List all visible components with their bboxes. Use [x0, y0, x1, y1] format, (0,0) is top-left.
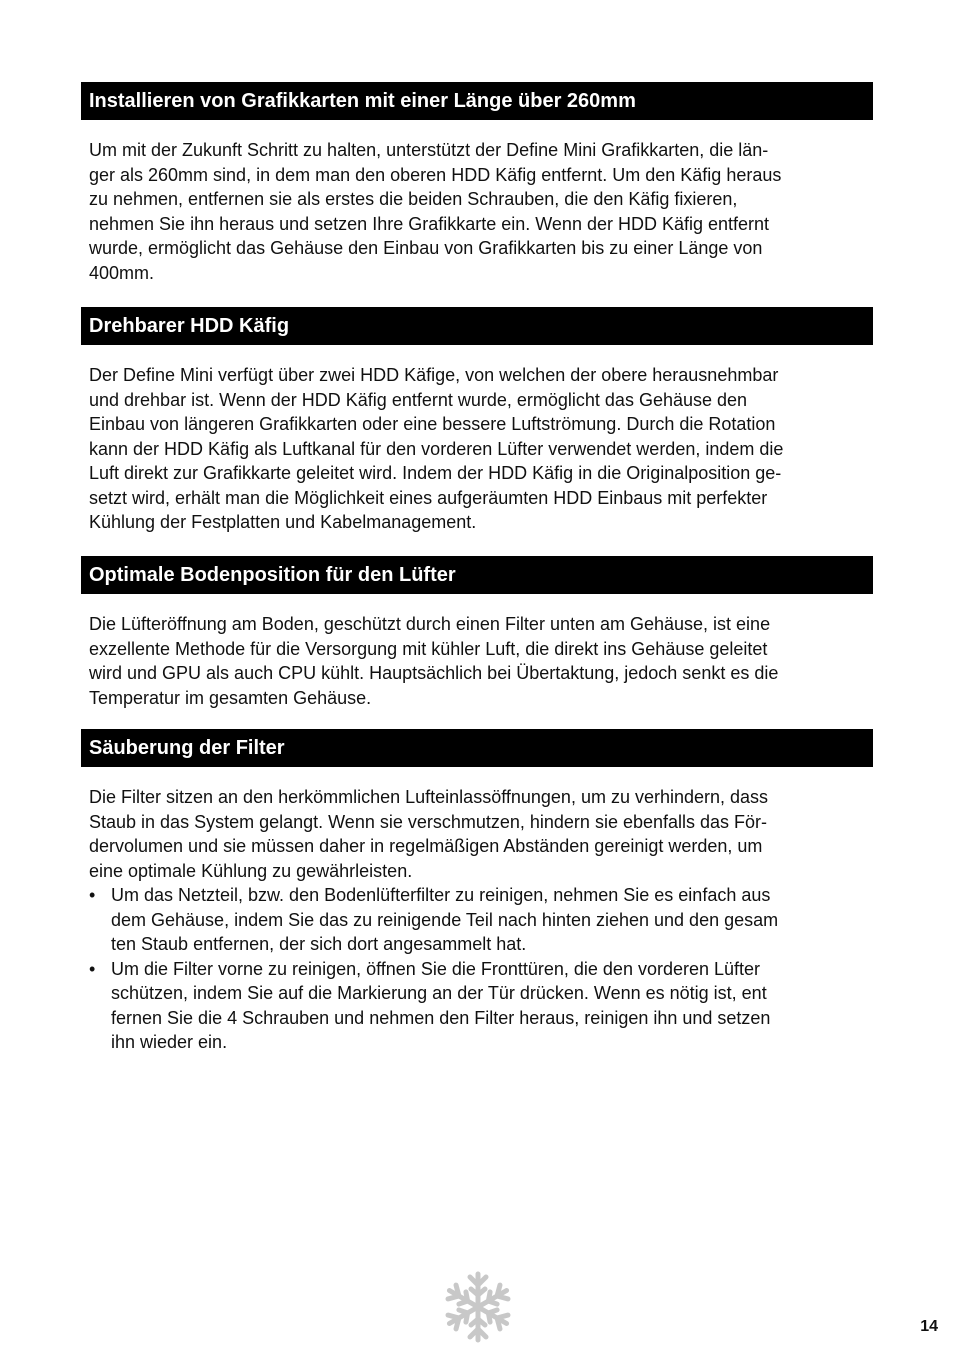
section-paragraph: [81, 363, 881, 535]
text-line: setzt wird, erhält man die Möglichkeit eines aufgeräumten HDD Einbaus mit perfekter: [89, 487, 768, 508]
text-line: zu nehmen, entfernen sie als erstes die beiden Schrauben, die den Käfig fixieren,: [89, 189, 738, 209]
text-line: wird und GPU als auch CPU kühlt. Hauptsächlich bei Übertaktung, jedoch senkt es die: [89, 663, 779, 683]
bullet-mark: •: [89, 885, 96, 905]
section-paragraph: [81, 138, 881, 285]
text-line: und drehbar ist. Wenn der HDD Käfig entfernt wurde, ermöglicht das Gehäuse den: [89, 389, 748, 410]
bullet-mark: •: [89, 958, 96, 979]
text-line: ihn wieder ein.: [111, 1032, 228, 1052]
section-paragraph: [81, 612, 881, 710]
text-line: Staub in das System gelangt. Wenn sie verschmutzen, hindern sie ebenfalls das För-: [89, 811, 768, 832]
text-line: Die Filter sitzen an den herkömmlichen Lufteinlassöffnungen, um zu verhindern, dass: [89, 787, 769, 807]
section-graphics-cards: [81, 82, 873, 285]
section-heading: Säuberung der Filter: [81, 729, 873, 767]
text-line: Um die Filter vorne zu reinigen, öffnen Sie die Fronttüren, die den vorderen Lüfter: [111, 958, 761, 979]
section-paragraph: [81, 785, 881, 1055]
text-line: Um das Netzteil, bzw. den Bodenlüfterfilter zu reinigen, nehmen Sie es einfach aus: [111, 885, 771, 905]
section-heading: Optimale Bodenposition für den Lüfter: [81, 556, 873, 594]
text-line: dervolumen und sie müssen daher in regelmäßigen Abständen gereinigt werden, um: [89, 836, 763, 856]
section-heading: Drehbarer HDD Käfig: [81, 307, 873, 345]
text-line: ger als 260mm sind, in dem man den oberen HDD Käfig entfernt. Um den Käfig heraus: [89, 164, 782, 185]
page-number: 14: [920, 1318, 938, 1335]
text-line: ten Staub entfernen, der sich dort angesammelt hat.: [111, 934, 527, 954]
section-rotating-hdd-cage: [81, 307, 873, 535]
text-line: schützen, indem Sie auf die Markierung an der Tür drücken. Wenn es nötig ist, ent: [111, 983, 767, 1003]
text-line: wurde, ermöglicht das Gehäuse den Einbau von Grafikkarten bis zu einer Länge von: [89, 238, 763, 258]
section-bottom-fan-position: [81, 556, 873, 710]
text-line: Die Lüfteröffnung am Boden, geschützt durch einen Filter unten am Gehäuse, ist eine: [89, 614, 771, 634]
text-line: kann der HDD Käfig als Luftkanal für den vorderen Lüfter verwendet werden, indem die: [89, 438, 784, 459]
text-line: 400mm.: [89, 262, 155, 283]
text-line: nehmen Sie ihn heraus und setzen Ihre Grafikkarte ein. Wenn der HDD Käfig entfernt: [89, 213, 770, 234]
text-line: Kühlung der Festplatten und Kabelmanagement.: [89, 512, 477, 532]
section-filter-cleaning: [81, 729, 873, 1055]
snowflake-icon: [444, 1270, 512, 1344]
text-line: Einbau von längeren Grafikkarten oder eine bessere Luftströmung. Durch die Rotation: [89, 414, 776, 434]
section-heading: Installieren von Grafikkarten mit einer Länge über 260mm: [81, 82, 873, 120]
text-line: Der Define Mini verfügt über zwei HDD Käfige, von welchen der obere herausnehmbar: [89, 365, 779, 385]
text-line: eine optimale Kühlung zu gewährleisten.: [89, 860, 413, 881]
text-line: exzellente Methode für die Versorgung mit kühler Luft, die direkt ins Gehäuse geleitet: [89, 638, 768, 659]
text-line: fernen Sie die 4 Schrauben und nehmen den Filter heraus, reinigen ihn und setzen: [111, 1007, 771, 1028]
text-line: Um mit der Zukunft Schritt zu halten, unterstützt der Define Mini Grafikkarten, die län-: [89, 140, 769, 160]
text-line: Temperatur im gesamten Gehäuse.: [89, 687, 372, 708]
bullet-item: [89, 957, 881, 1055]
bullet-item: [89, 883, 881, 957]
text-line: Luft direkt zur Grafikkarte geleitet wird. Indem der HDD Käfig in die Originalposition ge-: [89, 463, 782, 483]
text-line: dem Gehäuse, indem Sie das zu reinigende Teil nach hinten ziehen und den gesam: [111, 909, 779, 930]
